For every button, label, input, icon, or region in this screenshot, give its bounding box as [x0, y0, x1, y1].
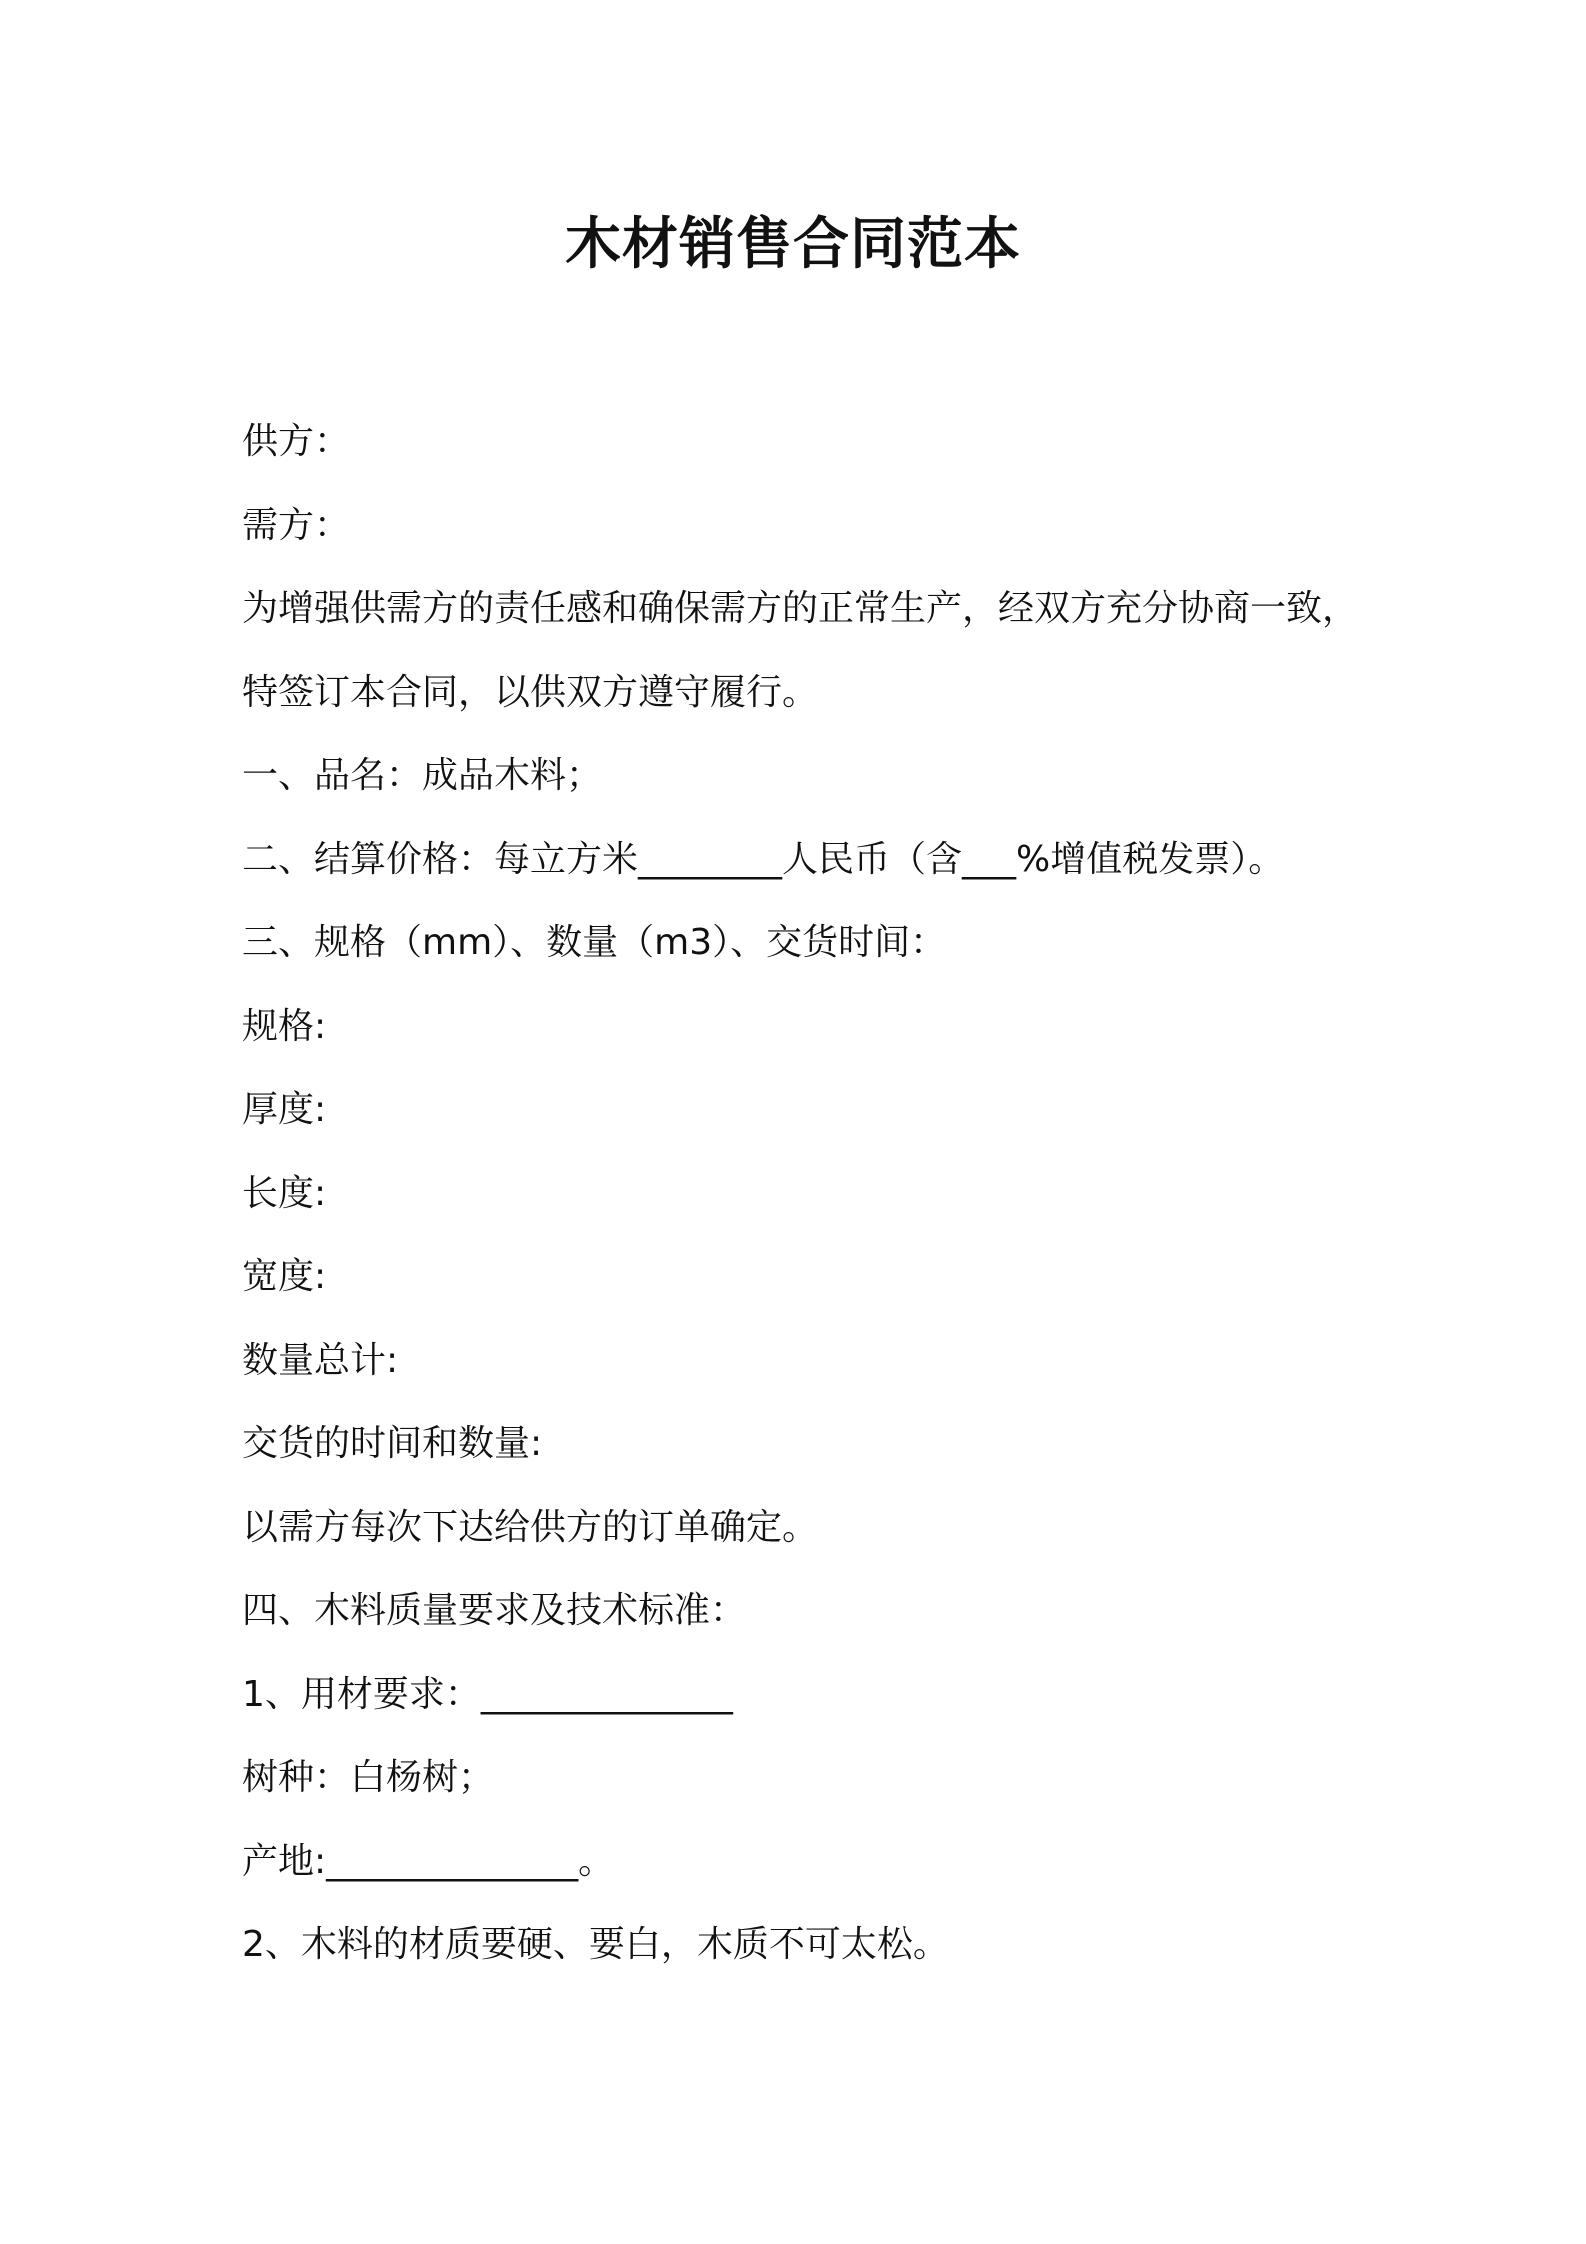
buyer-line: 需方： [242, 504, 351, 546]
preamble-line-1: 为增强供需方的责任感和确保需方的正常生产，经双方充分协商一致， [242, 588, 1359, 629]
delivery-time-line: 交货的时间和数量: [242, 1423, 543, 1464]
tree-species-line: 树种：白杨树； [242, 1757, 495, 1798]
delivery-order-line: 以需方每次下达给供方的订单确定。 [242, 1506, 819, 1548]
origin-line: 产地:______________。 [242, 1840, 615, 1882]
clause-quality-heading: 四、木料质量要求及技术标准： [242, 1590, 747, 1631]
clause-spec-heading: 三、规格（mm）、数量（m3）、交货时间： [242, 922, 947, 963]
total-quantity-line: 数量总计: [242, 1339, 399, 1381]
spec-line: 规格: [242, 1005, 327, 1047]
preamble-line-2: 特签订本合同，以供双方遵守履行。 [242, 671, 819, 713]
wood-quality-line: 2、木料的材质要硬、要白，木质不可太松。 [242, 1924, 949, 1965]
clause-product-name: 一、品名：成品木料； [242, 755, 603, 796]
contract-body [242, 400, 1422, 1987]
length-line: 长度: [242, 1172, 327, 1214]
thickness-line: 厚度: [242, 1089, 327, 1130]
document-title: 木材销售合同范本 [565, 212, 1021, 277]
material-requirement-line: 1、用材要求：______________ [242, 1673, 733, 1715]
width-line: 宽度: [242, 1256, 327, 1297]
supplier-line: 供方： [242, 421, 351, 462]
clause-settlement-price: 二、结算价格：每立方米________人民币（含___%增值税发票）。 [242, 838, 1285, 880]
